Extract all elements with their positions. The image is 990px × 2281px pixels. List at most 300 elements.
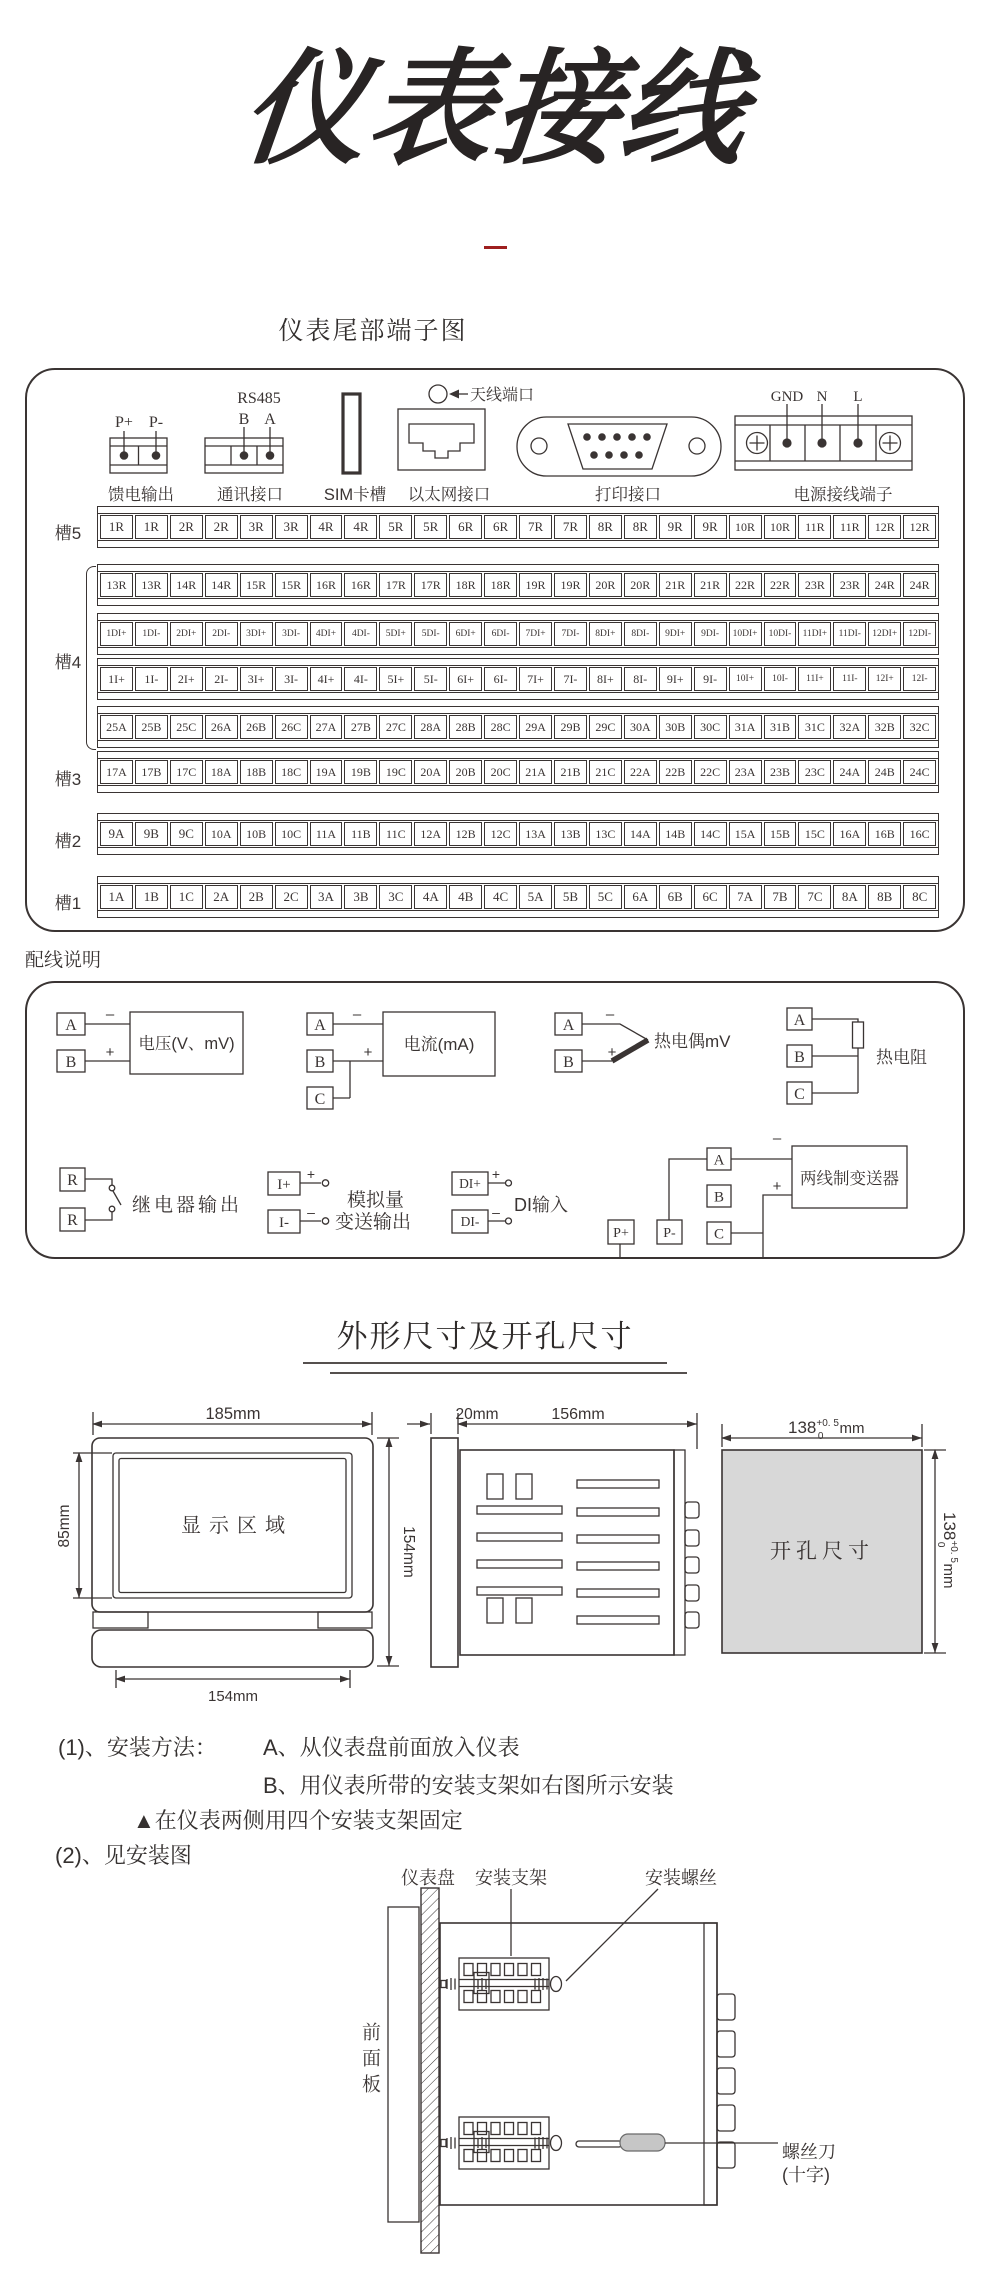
- side-view-drawing: [407, 1406, 699, 1667]
- voltage-label: 电压(V、mV): [138, 1035, 235, 1053]
- polarity-plus: +: [105, 1044, 115, 1061]
- terminal-cell: 2I-: [205, 667, 238, 691]
- terminal-cell: 3C: [379, 885, 412, 909]
- terminal-cell: 5I-: [414, 667, 447, 691]
- terminal-cell: 23C: [798, 760, 831, 784]
- terminal-cell: 23B: [764, 760, 797, 784]
- antenna-label: 天线端口: [470, 387, 535, 404]
- terminal-cell: 18R: [484, 573, 517, 597]
- install-step2: (2)、见安装图: [55, 1843, 192, 1868]
- terminal-cell: 2C: [275, 885, 308, 909]
- power-terminal-connector: [735, 389, 912, 470]
- polarity-minus: –: [605, 1006, 615, 1023]
- terminal-cell: 11B: [344, 822, 377, 846]
- terminal-cell: 8I+: [589, 667, 622, 691]
- cutout-view-drawing: [722, 1418, 959, 1653]
- terminal-cell: 2I+: [170, 667, 203, 691]
- power-pin-label: N: [816, 389, 828, 405]
- terminal-cell: 19R: [554, 573, 587, 597]
- terminal-row: [97, 613, 939, 655]
- terminal-i-plus: I+: [277, 1177, 291, 1193]
- terminal-r: R: [67, 1212, 78, 1229]
- terminal-cell: 7DI-: [554, 622, 587, 646]
- terminal-cell: 17C: [170, 760, 203, 784]
- terminal-cell: 1I+: [100, 667, 133, 691]
- terminal-cell: 16C: [903, 822, 936, 846]
- terminal-cell: 4DI+: [310, 622, 343, 646]
- terminal-row: [97, 751, 939, 793]
- terminal-cell: 6I+: [449, 667, 482, 691]
- terminal-cell: 16R: [344, 573, 377, 597]
- slot-label-4: 槽4: [54, 653, 82, 672]
- terminal-cell: 13C: [589, 822, 622, 846]
- terminal-cell: 28A: [414, 715, 447, 739]
- terminal-c: C: [794, 1086, 805, 1103]
- screw-leader-line: [566, 1889, 658, 1981]
- slot-label-1: 槽1: [54, 894, 82, 913]
- terminal-cell: 27A: [310, 715, 343, 739]
- terminal-cell: 10R: [764, 515, 797, 539]
- page-title: 仪表接线: [235, 41, 755, 179]
- terminal-cell: 7DI+: [519, 622, 552, 646]
- terminal-cell: 25B: [135, 715, 168, 739]
- sim-card-slot: [343, 394, 360, 473]
- terminal-b: B: [65, 1054, 77, 1071]
- terminal-cell: 15C: [798, 822, 831, 846]
- installation-diagram: [240, 1862, 965, 2262]
- terminal-cell: 21R: [659, 573, 692, 597]
- terminal-cell: 11DI-: [833, 622, 866, 646]
- feed-pin-label: P-: [148, 414, 164, 431]
- terminal-cell: 19A: [310, 760, 343, 784]
- terminal-cell: 5A: [519, 885, 552, 909]
- terminal-cell: 23R: [798, 573, 831, 597]
- terminal-row: [97, 564, 939, 606]
- voltage-input-diagram: [57, 1006, 243, 1074]
- mounting-bracket-bottom: [441, 2117, 562, 2169]
- terminal-cell: 32A: [833, 715, 866, 739]
- terminal-cell: 8R: [624, 515, 657, 539]
- rs485-comm-connector: [205, 390, 283, 473]
- terminal-cell: 6DI+: [449, 622, 482, 646]
- terminal-cell: 1DI+: [100, 622, 133, 646]
- terminal-cell: 10I+: [729, 667, 762, 691]
- terminal-cell: 26C: [275, 715, 308, 739]
- terminal-cell: 6A: [624, 885, 657, 909]
- terminal-cell: 32B: [868, 715, 901, 739]
- terminal-cell: 28C: [484, 715, 517, 739]
- terminal-cell: 9DI+: [659, 622, 692, 646]
- install-note: ▲在仪表两侧用四个安装支架固定: [133, 1808, 463, 1833]
- terminal-cell: 19R: [519, 573, 552, 597]
- terminal-cell: 8I-: [624, 667, 657, 691]
- terminal-cell: 9I-: [694, 667, 727, 691]
- terminal-cell: 3DI-: [275, 622, 308, 646]
- terminal-cell: 9R: [694, 515, 727, 539]
- dim-front-height: 154mm: [400, 1526, 417, 1578]
- terminal-row: [97, 658, 939, 700]
- rtd-label: 热电阻: [876, 1048, 927, 1067]
- terminal-cell: 4I-: [344, 667, 377, 691]
- terminal-a: A: [314, 1017, 326, 1034]
- slot4-bracket: [86, 566, 96, 750]
- terminal-cell: 11I-: [833, 667, 866, 691]
- terminal-cell: 21A: [519, 760, 552, 784]
- terminal-cell: 5R: [414, 515, 447, 539]
- terminal-cell: 21R: [694, 573, 727, 597]
- polarity-minus: –: [307, 1204, 315, 1220]
- terminal-cell: 10A: [205, 822, 238, 846]
- terminal-cell: 3I-: [275, 667, 308, 691]
- dim-front-width: 185mm: [205, 1405, 261, 1423]
- terminal-cell: 21B: [554, 760, 587, 784]
- terminal-cell: 24B: [868, 760, 901, 784]
- terminal-cell: 9C: [170, 822, 203, 846]
- terminal-cell: 14A: [624, 822, 657, 846]
- terminal-cell: 15A: [729, 822, 762, 846]
- terminal-cell: 7I+: [519, 667, 552, 691]
- front-panel-label: 前面板: [359, 2022, 380, 2100]
- section-underline: [303, 1362, 667, 1364]
- terminal-cell: 24R: [903, 573, 936, 597]
- terminal-cell: 6C: [694, 885, 727, 909]
- terminal-cell: 2DI+: [170, 622, 203, 646]
- terminal-cell: 17R: [414, 573, 447, 597]
- screwdriver-type-label: (十字): [782, 2165, 830, 2185]
- analog-label-2: 变送输出: [335, 1212, 412, 1233]
- terminal-cell: 9I+: [659, 667, 692, 691]
- terminal-b: B: [314, 1054, 326, 1071]
- terminal-cell: 12R: [868, 515, 901, 539]
- terminal-cell: 12I-: [903, 667, 936, 691]
- terminal-cell: 22C: [694, 760, 727, 784]
- dim-cutout-width: $138^{+0. 5}$ 0 mm: [788, 1418, 865, 1442]
- terminal-cell: 5DI+: [379, 622, 412, 646]
- terminal-cell: 9R: [659, 515, 692, 539]
- terminal-row: [97, 813, 939, 855]
- terminal-cell: 9A: [100, 822, 133, 846]
- terminal-cell: 10C: [275, 822, 308, 846]
- terminal-cell: 20R: [589, 573, 622, 597]
- terminal-cell: 17A: [100, 760, 133, 784]
- install-step1-label: (1)、安装方法：: [58, 1735, 217, 1760]
- cutout-label: 开孔尺寸: [770, 1540, 874, 1563]
- terminal-a: A: [793, 1012, 806, 1029]
- panel-label: 仪表盘: [401, 1868, 455, 1888]
- terminal-cell: 24C: [903, 760, 936, 784]
- caption-ethernet-port: 以太网接口: [407, 486, 491, 504]
- terminal-cell: 6DI-: [484, 622, 517, 646]
- terminal-cell: 21C: [589, 760, 622, 784]
- terminal-cell: 20A: [414, 760, 447, 784]
- terminal-cell: 16B: [868, 822, 901, 846]
- terminal-cell: 30B: [659, 715, 692, 739]
- terminal-cell: 5DI-: [414, 622, 447, 646]
- terminal-cell: 10B: [240, 822, 273, 846]
- two-wire-transmitter-diagram: [608, 1130, 907, 1258]
- terminal-cell: 14C: [694, 822, 727, 846]
- terminal-di-plus: DI+: [459, 1176, 481, 1191]
- terminal-cell: 3R: [240, 515, 273, 539]
- terminal-cell: 14R: [170, 573, 203, 597]
- terminal-cell: 13A: [519, 822, 552, 846]
- terminal-cell: 11R: [798, 515, 831, 539]
- polarity-minus: –: [492, 1204, 500, 1220]
- terminal-cell: 2A: [205, 885, 238, 909]
- terminal-cell: 23R: [833, 573, 866, 597]
- terminal-cell: 18R: [449, 573, 482, 597]
- power-pin-label: GND: [770, 389, 804, 405]
- di-input-diagram: [452, 1166, 568, 1233]
- terminal-cell: 4A: [414, 885, 447, 909]
- terminal-cell: 6B: [659, 885, 692, 909]
- relay-label: 继电器输出: [132, 1195, 243, 1216]
- terminal-cell: 12R: [903, 515, 936, 539]
- wiring-section-label: 配线说明: [25, 950, 102, 971]
- terminal-b: B: [794, 1049, 805, 1066]
- terminal-a: A: [562, 1017, 575, 1034]
- terminal-cell: 14R: [205, 573, 238, 597]
- polarity-minus: –: [772, 1130, 782, 1147]
- analog-output-diagram: [268, 1166, 411, 1233]
- rs485-label: RS485: [237, 390, 281, 407]
- terminal-cell: 27C: [379, 715, 412, 739]
- wiring-diagrams: [25, 981, 961, 1255]
- thermocouple-input-diagram: [555, 1006, 731, 1072]
- terminal-cell: 22B: [659, 760, 692, 784]
- feed-output-connector: [110, 414, 167, 473]
- rtd-input-diagram: [787, 1008, 927, 1104]
- terminal-row: [97, 706, 939, 748]
- transmitter-label: 两线制变送器: [800, 1170, 899, 1188]
- terminal-cell: 26B: [240, 715, 273, 739]
- terminal-cell: 3DI+: [240, 622, 273, 646]
- front-view-drawing: [56, 1405, 417, 1705]
- terminal-cell: 24A: [833, 760, 866, 784]
- terminal-hooks: [717, 1994, 735, 2168]
- install-step1a: A、从仪表盘前面放入仪表: [263, 1735, 520, 1760]
- terminal-cell: 10R: [729, 515, 762, 539]
- terminal-cell: 20B: [449, 760, 482, 784]
- terminal-section-title: 仪表尾部端子图: [278, 317, 468, 345]
- analog-label-1: 模拟量: [347, 1190, 405, 1211]
- caption-power-terminal: 电源接线端子: [793, 486, 893, 504]
- terminal-cell: 30A: [624, 715, 657, 739]
- terminal-cell: 29B: [554, 715, 587, 739]
- terminal-cell: 4DI-: [344, 622, 377, 646]
- terminal-cell: 18C: [275, 760, 308, 784]
- screw-label: 安装螺丝: [645, 1868, 717, 1888]
- terminal-cell: 8C: [903, 885, 936, 909]
- terminal-cell: 22R: [729, 573, 762, 597]
- caption-comm-port: 通讯接口: [217, 486, 283, 504]
- terminal-cell: 9DI-: [694, 622, 727, 646]
- polarity-plus: +: [363, 1044, 373, 1061]
- terminal-a: A: [65, 1017, 77, 1034]
- terminal-cell: 12DI-: [903, 622, 936, 646]
- ethernet-port: [398, 409, 485, 470]
- current-label: 电流(mA): [403, 1035, 475, 1054]
- screwdriver: [576, 2134, 665, 2151]
- terminal-cell: 32C: [903, 715, 936, 739]
- terminal-cell: 22R: [764, 573, 797, 597]
- current-input-diagram: [307, 1006, 495, 1109]
- terminal-strip-edge: [704, 1923, 717, 2205]
- terminal-cell: 19C: [379, 760, 412, 784]
- terminal-cell: 31A: [729, 715, 762, 739]
- mounting-bracket-top: [441, 1958, 562, 2010]
- dim-front-bottom-width: 154mm: [207, 1688, 259, 1705]
- terminal-cell: 23A: [729, 760, 762, 784]
- terminal-cell: 12A: [414, 822, 447, 846]
- terminal-cell: 15R: [275, 573, 308, 597]
- terminal-cell: 11DI+: [798, 622, 831, 646]
- terminal-cell: 18B: [240, 760, 273, 784]
- polarity-plus: +: [772, 1178, 782, 1195]
- polarity-plus: +: [607, 1044, 617, 1061]
- polarity-minus: –: [352, 1006, 362, 1023]
- terminal-cell: 19B: [344, 760, 377, 784]
- terminal-cell: 2R: [205, 515, 238, 539]
- terminal-cell: 12C: [484, 822, 517, 846]
- terminal-cell: 12DI+: [868, 622, 901, 646]
- terminal-c: C: [713, 1226, 725, 1243]
- terminal-cell: 27B: [344, 715, 377, 739]
- rs485-pin-label: B: [238, 411, 250, 428]
- antenna-port: [429, 385, 534, 404]
- terminal-cell: 28B: [449, 715, 482, 739]
- terminal-cell: 12I+: [868, 667, 901, 691]
- terminal-cell: 31B: [764, 715, 797, 739]
- terminal-cell: 10DI-: [764, 622, 797, 646]
- power-pin-label: L: [853, 389, 863, 405]
- terminal-cell: 25A: [100, 715, 133, 739]
- dim-panel-thickness: 20mm: [455, 1406, 499, 1423]
- dim-display-height: 85mm: [56, 1504, 73, 1548]
- terminal-cell: 2R: [170, 515, 203, 539]
- terminal-cell: 1A: [100, 885, 133, 909]
- terminal-cell: 8A: [833, 885, 866, 909]
- terminal-row: [97, 876, 939, 918]
- terminal-row: [97, 506, 939, 548]
- caption-sim-slot: SIM卡槽: [323, 486, 387, 504]
- terminal-cell: 4B: [449, 885, 482, 909]
- terminal-cell: 4R: [344, 515, 377, 539]
- terminal-cell: 17B: [135, 760, 168, 784]
- terminal-cell: 7I-: [554, 667, 587, 691]
- terminal-cell: 1I-: [135, 667, 168, 691]
- title-divider: [484, 246, 507, 249]
- dim-cutout-height: $138^{+0. 5}0mm$: [935, 1512, 959, 1589]
- terminal-cell: 6R: [449, 515, 482, 539]
- terminal-cell: 7B: [764, 885, 797, 909]
- arrow-left-icon: [449, 390, 459, 399]
- terminal-cell: 5C: [589, 885, 622, 909]
- terminal-cell: 7R: [554, 515, 587, 539]
- terminal-cell: 12B: [449, 822, 482, 846]
- rs485-pin-label: A: [264, 411, 276, 428]
- polarity-plus: +: [306, 1166, 316, 1182]
- bracket-label: 安装支架: [475, 1868, 547, 1888]
- terminal-cell: 13R: [135, 573, 168, 597]
- terminal-c: C: [314, 1091, 326, 1108]
- terminal-cell: 7R: [519, 515, 552, 539]
- terminal-cell: 14B: [659, 822, 692, 846]
- printer-port: [517, 417, 721, 476]
- terminal-cell: 16A: [833, 822, 866, 846]
- polarity-plus: +: [491, 1166, 501, 1182]
- terminal-cell: 29C: [589, 715, 622, 739]
- terminal-cell: 6I-: [484, 667, 517, 691]
- terminal-cell: 4I+: [310, 667, 343, 691]
- terminal-cell: 7A: [729, 885, 762, 909]
- terminal-b: B: [713, 1189, 725, 1206]
- terminal-cell: 11C: [379, 822, 412, 846]
- terminal-cell: 5I+: [379, 667, 412, 691]
- terminal-cell: 1B: [135, 885, 168, 909]
- terminal-cell: 18A: [205, 760, 238, 784]
- terminal-cell: 1R: [135, 515, 168, 539]
- terminal-cell: 5R: [379, 515, 412, 539]
- terminal-cell: 8R: [589, 515, 622, 539]
- terminal-cell: 3A: [310, 885, 343, 909]
- terminal-cell: 3R: [275, 515, 308, 539]
- caption-feed-output: 馈电输出: [108, 486, 174, 504]
- terminal-cell: 6R: [484, 515, 517, 539]
- terminal-cell: 26A: [205, 715, 238, 739]
- terminal-cell: 10I-: [764, 667, 797, 691]
- terminal-cell: 24R: [868, 573, 901, 597]
- terminal-cell: 3B: [344, 885, 377, 909]
- front-panel-bezel: [388, 1907, 419, 2222]
- terminal-cell: 20R: [624, 573, 657, 597]
- terminal-cell: 8DI+: [589, 622, 622, 646]
- slot-label-5: 槽5: [54, 524, 82, 543]
- terminal-cell: 16R: [310, 573, 343, 597]
- terminal-cell: 20C: [484, 760, 517, 784]
- relay-output-diagram: [60, 1168, 242, 1231]
- terminal-cell: 25C: [170, 715, 203, 739]
- terminal-p-minus: P-: [663, 1226, 676, 1241]
- terminal-cell: 13R: [100, 573, 133, 597]
- feed-pin-label: P+: [115, 414, 133, 431]
- terminal-cell: 31C: [798, 715, 831, 739]
- slot-label-3: 槽3: [54, 770, 82, 789]
- terminal-cell: 8B: [868, 885, 901, 909]
- terminal-cell: 5B: [554, 885, 587, 909]
- terminal-cell: 2DI-: [205, 622, 238, 646]
- terminal-cell: 7C: [798, 885, 831, 909]
- display-area-label: 显示区域: [181, 1515, 293, 1537]
- screwdriver-label: 螺丝刀: [782, 2142, 836, 2162]
- terminal-cell: 13B: [554, 822, 587, 846]
- terminal-cell: 4C: [484, 885, 517, 909]
- terminal-cell: 30C: [694, 715, 727, 739]
- section-underline: [330, 1372, 687, 1374]
- terminal-cell: 10DI+: [729, 622, 762, 646]
- terminal-cell: 11A: [310, 822, 343, 846]
- dimension-drawings: [30, 1395, 965, 1707]
- instrument-body: [440, 1923, 717, 2205]
- dimensions-section-title: 外形尺寸及开孔尺寸: [336, 1319, 634, 1354]
- instrument-panel-wall: [421, 1888, 439, 2253]
- terminal-cell: 9B: [135, 822, 168, 846]
- polarity-minus: –: [105, 1006, 115, 1023]
- slot-label-2: 槽2: [54, 832, 82, 851]
- terminal-cell: 1DI-: [135, 622, 168, 646]
- terminal-i-minus: I-: [279, 1215, 289, 1231]
- terminal-cell: 11I+: [798, 667, 831, 691]
